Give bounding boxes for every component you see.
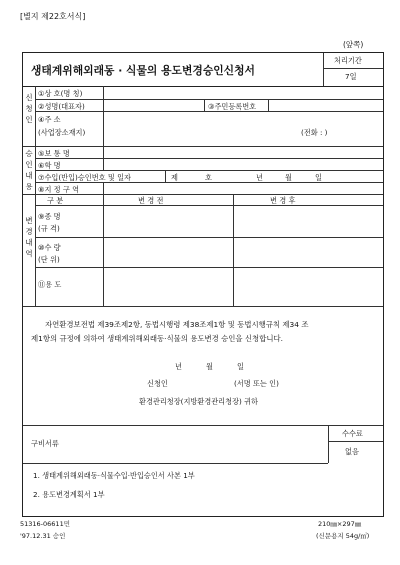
application-year: 년	[175, 362, 182, 371]
recipient: 환경관리청장(지방환경관리청장) 귀하	[139, 397, 258, 406]
applicant-signature-label: 신청인	[147, 379, 168, 388]
business-name-label: ①상 호(명 칭)	[38, 89, 83, 98]
required-document-1: 1. 생태계위해외래동·식물수입·반입승인서 사본 1부	[33, 471, 195, 480]
applicant-name-label: ②성명(대표자)	[38, 102, 85, 111]
use-label: ⑪용 도	[38, 280, 62, 289]
designated-zone-label: ⑧지 정 구 역	[38, 185, 80, 194]
approval-number-suffix: 호	[205, 173, 212, 182]
required-documents-label: 구비서류	[31, 439, 59, 448]
fee-value: 없음	[345, 447, 359, 456]
species-name-label: ⑨종 명	[38, 212, 61, 221]
approval-number-prefix: 제	[171, 173, 178, 182]
approval-month: 월	[285, 173, 292, 182]
applicant-section-label: 신청인	[25, 93, 33, 124]
fee-label: 수수료	[342, 429, 363, 438]
quantity-label: ⑩수 량	[38, 243, 61, 252]
specification-label: (규 격)	[38, 224, 60, 233]
processing-period-label: 처리기간	[334, 56, 362, 65]
import-approval-label: ⑦수입(반입)승인번호 및 일자	[38, 173, 131, 182]
unit-label: (단 위)	[38, 255, 60, 264]
paper-size: 210㎜×297㎜	[318, 520, 362, 528]
address-sub-label: (사업장소재지)	[38, 128, 86, 137]
paper-type: (신문용지 54g/㎡)	[316, 532, 370, 540]
common-name-label: ⑤보 통 명	[38, 149, 70, 158]
column-after: 변 경 후	[270, 196, 296, 205]
change-section-label: 변경내역	[25, 216, 33, 258]
address-label: ④주 소	[38, 115, 61, 124]
declaration-line-2: 제1항의 규정에 의하여 생태계위해외래동·식물의 용도변경 승인을 신청합니다.	[31, 334, 283, 343]
resident-number-label: ③주민등록번호	[208, 102, 257, 111]
front-label: (앞쪽)	[343, 40, 364, 49]
processing-period-value: 7일	[345, 72, 357, 81]
declaration-line-1: 자연환경보전법 제39조제2항, 동법시행령 제38조제1항 및 동법시행규칙 제34 조	[45, 320, 309, 329]
signature-note: (서명 또는 인)	[234, 379, 279, 388]
required-document-2: 2. 용도변경계획서 1부	[33, 490, 105, 499]
application-form	[22, 52, 384, 517]
form-title: 생태계위해외래동 · 식물의 용도변경승인신청서	[31, 64, 255, 77]
column-before: 변 경 전	[138, 196, 164, 205]
phone-field: (전화 : )	[301, 128, 328, 137]
approval-date: '97.12.31 승인	[20, 532, 66, 540]
form-number: [별지 제22호서식]	[20, 12, 86, 21]
application-month: 월	[206, 362, 213, 371]
approval-year: 년	[256, 173, 263, 182]
column-category: 구 분	[47, 196, 64, 205]
approval-day: 일	[315, 173, 322, 182]
scientific-name-label: ⑥학 명	[38, 161, 61, 170]
approval-section-label: 승인내용	[25, 149, 33, 191]
application-day: 일	[237, 362, 244, 371]
form-code: 51316-06611민	[20, 520, 70, 528]
